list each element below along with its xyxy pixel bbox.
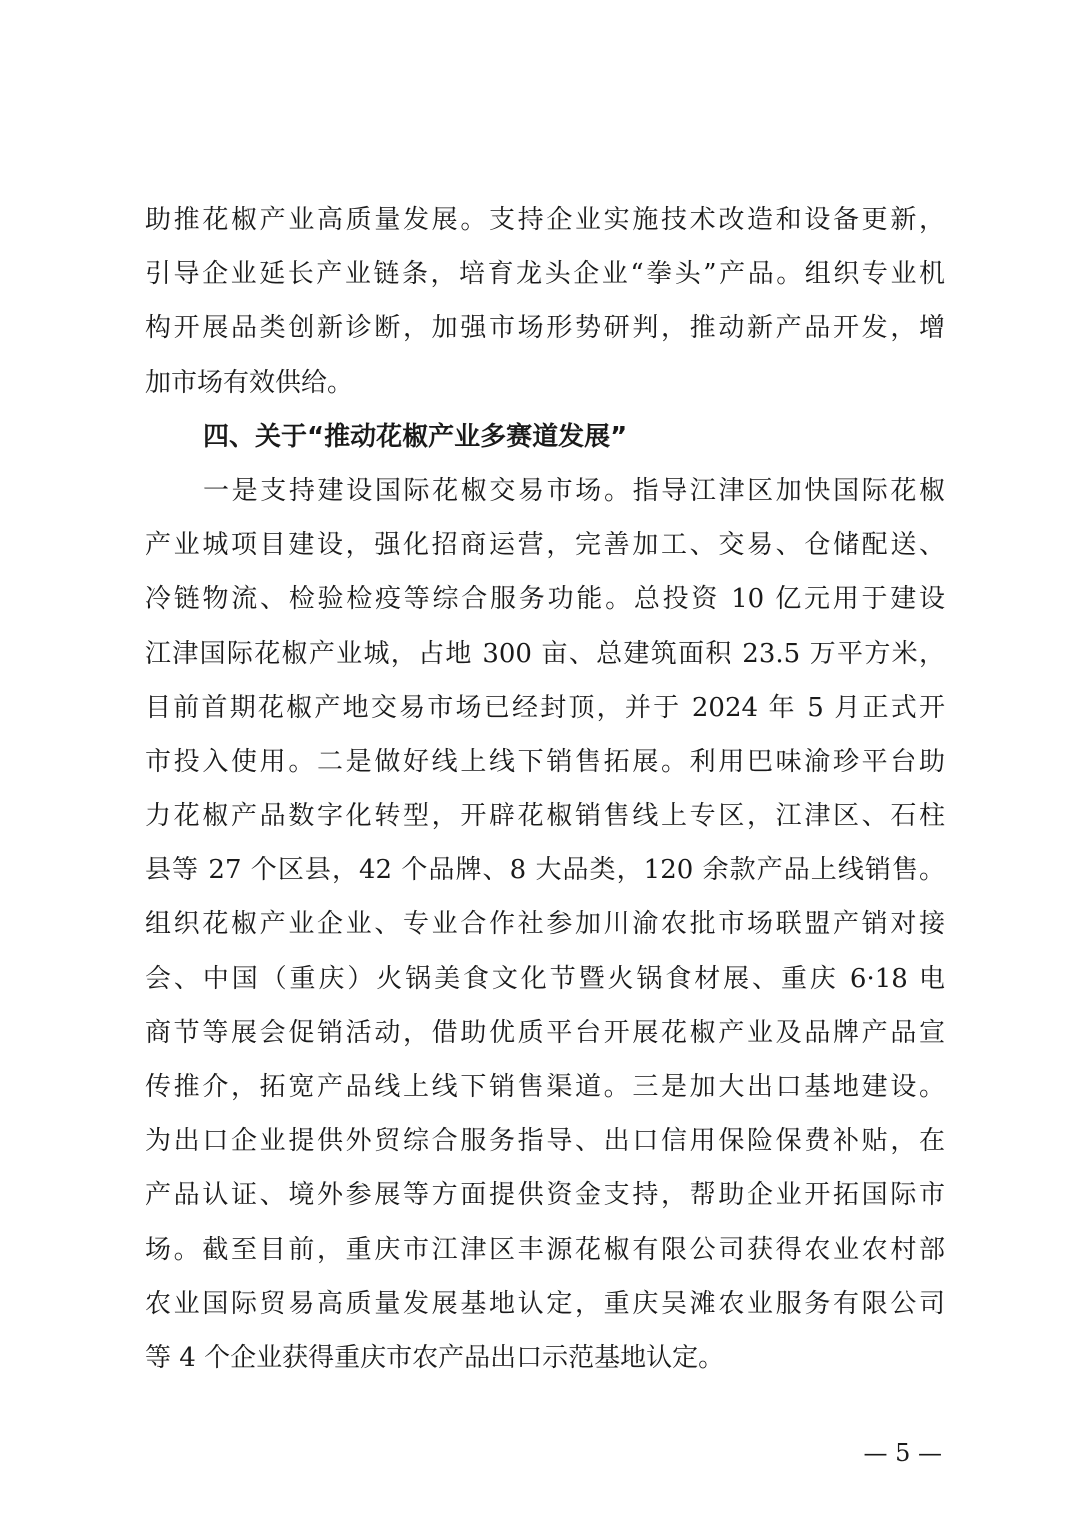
text-line: 产业城项目建设，强化招商运营，完善加工、交易、仓储配送、 [145,530,945,561]
text-line: 传推介，拓宽产品线上线下销售渠道。三是加大出口基地建设。 [145,1072,945,1102]
text-line: 江津国际花椒产业城，占地 300 亩、总建筑面积 23.5 万平方米， [145,638,945,669]
text-line: 构开展品类创新诊断，加强市场形势研判，推动新产品开发，增 [145,313,945,344]
text-line: 一是支持建设国际花椒交易市场。指导江津区加快国际花椒 [203,475,945,506]
text-line: 助推花椒产业高质量发展。支持企业实施技术改造和设备更新， [145,205,945,235]
text-line: 县等 27 个区县，42 个品牌、8 大品类，120 余款产品上线销售。 [145,855,945,886]
body-text [145,193,945,1385]
text-line: 加市场有效供给。 [145,367,354,398]
text-line: 为出口企业提供外贸综合服务指导、出口信用保险保费补贴，在 [145,1126,945,1157]
text-line: 会、中国（重庆）火锅美食文化节暨火锅食材展、重庆 6·18 电 [145,963,945,994]
text-line: 力花椒产品数字化转型，开辟花椒销售线上专区，江津区、石柱 [145,801,945,832]
text-line: 等 4 个企业获得重庆市农产品出口示范基地认定。 [145,1342,725,1373]
text-line: 农业国际贸易高质量发展基地认定，重庆吴滩农业服务有限公司 [145,1288,945,1319]
text-line: 冷链物流、检验检疫等综合服务功能。总投资 10 亿元用于建设 [145,584,945,615]
text-line: 目前首期花椒产地交易市场已经封顶，并于 2024 年 5 月正式开 [145,692,945,723]
page-number: — 5 — [863,1439,942,1467]
section-heading: 四、关于“推动花椒产业多赛道发展” [203,421,628,452]
text-line: 引导企业延长产业链条，培育龙头企业“拳头”产品。组织专业机 [145,259,945,290]
text-line: 组织花椒产业企业、专业合作社参加川渝农批市场联盟产销对接 [145,909,945,940]
text-line: 场。截至目前，重庆市江津区丰源花椒有限公司获得农业农村部 [145,1234,945,1265]
text-line: 商节等展会促销活动，借助优质平台开展花椒产业及品牌产品宣 [145,1017,945,1048]
text-line: 市投入使用。二是做好线上线下销售拓展。利用巴味渝珍平台助 [145,746,945,777]
text-line: 产品认证、境外参展等方面提供资金支持，帮助企业开拓国际市 [145,1180,945,1211]
